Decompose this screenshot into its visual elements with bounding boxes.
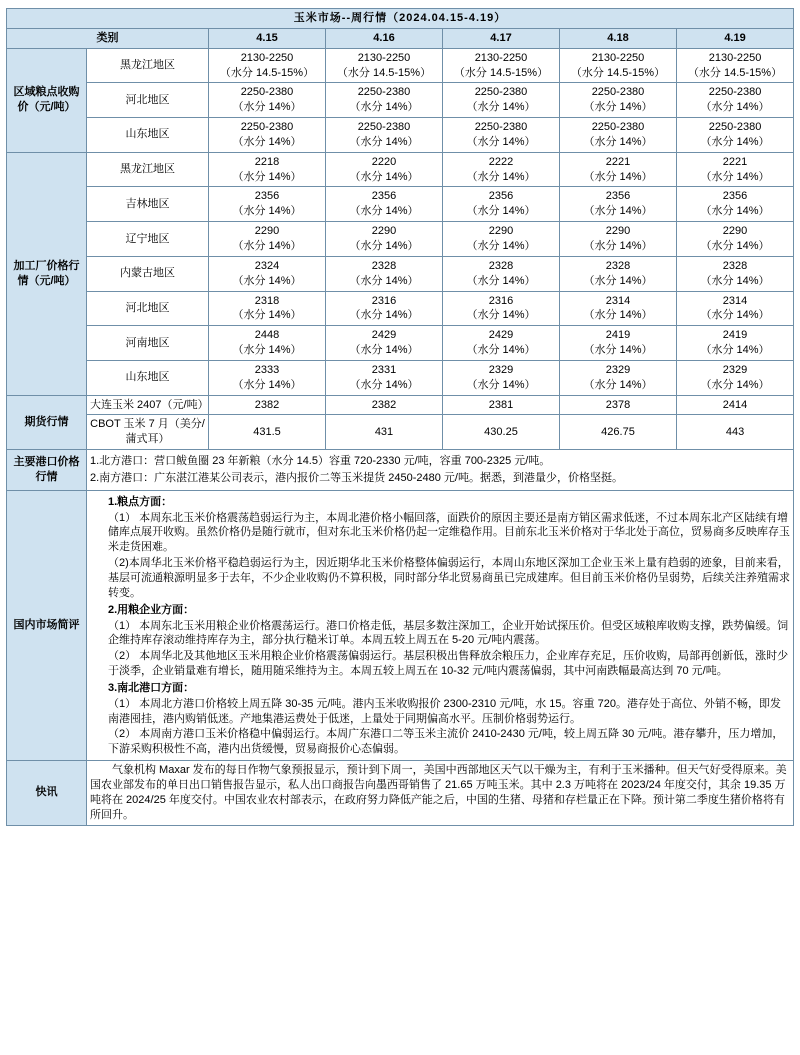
section-label-region-purchase: 区域粮点收购价（元/吨） [7, 48, 87, 152]
section-label-commentary: 国内市场简评 [7, 490, 87, 760]
cell [443, 83, 560, 118]
section-label-futures: 期货行情 [7, 395, 87, 450]
date-header-1: 4.16 [326, 28, 443, 48]
price-note: （水分 14%） [232, 274, 302, 287]
cell [677, 187, 794, 222]
price-value: 2448 [254, 329, 280, 342]
port-line-north: 1.北方港口：营口鲅鱼圈 23 年新粮（水分 14.5）容重 720-2330 元/吨，容重 700-2325 元/吨。 [90, 455, 551, 468]
price-value: 2329 [722, 363, 748, 376]
price-note: （水分 14%） [349, 170, 419, 183]
price-value: 2314 [722, 294, 748, 307]
row-label: 黑龙江地区 [87, 48, 209, 83]
cell [677, 48, 794, 83]
price-value: 2429 [371, 329, 397, 342]
cell [560, 187, 677, 222]
price-note: （水分 14%） [232, 309, 302, 322]
cell [209, 222, 326, 257]
cell: 430.25 [443, 415, 560, 450]
table-row [7, 490, 794, 760]
date-header-0: 4.15 [209, 28, 326, 48]
table-row [7, 222, 794, 257]
price-value: 2429 [488, 329, 514, 342]
price-note: （水分 14%） [583, 344, 653, 357]
cell [326, 187, 443, 222]
cell [443, 360, 560, 395]
row-label: 辽宁地区 [87, 222, 209, 257]
cell [209, 152, 326, 187]
cell [326, 118, 443, 153]
cell [326, 291, 443, 326]
price-note: （水分 14%） [583, 135, 653, 148]
price-note: （水分 14%） [583, 274, 653, 287]
cell [209, 291, 326, 326]
price-note: （水分 14%） [232, 135, 302, 148]
cell [209, 256, 326, 291]
cell [209, 83, 326, 118]
cell [560, 222, 677, 257]
price-note: （水分 14%） [466, 344, 536, 357]
price-value: 2222 [488, 155, 514, 168]
price-note: （水分 14%） [700, 274, 770, 287]
table-row [7, 450, 794, 491]
table-row [7, 256, 794, 291]
row-label: 河北地区 [87, 291, 209, 326]
price-note: （水分 14%） [700, 170, 770, 183]
price-value: 2328 [488, 259, 514, 272]
cell [677, 326, 794, 361]
price-note: （水分 14%） [232, 344, 302, 357]
price-note: （水分 14%） [700, 205, 770, 218]
price-note: （水分 14%） [232, 378, 302, 391]
cell: 2382 [209, 395, 326, 415]
price-note: （水分 14%） [466, 205, 536, 218]
cell [443, 118, 560, 153]
corn-market-weekly-table [6, 8, 794, 826]
cell: 2382 [326, 395, 443, 415]
commentary-paragraph: （1） 本周东北玉米价格震荡趋弱运行为主，本周北港价格小幅回落，面跌价的原因主要还是南方销区需求低迷，不过本周东北产区陆续有增储库点展开收购。虽然价格仍是随行就市，但对东北玉米价格仍起一定维稳作用。目前东北玉米价格对于华北处于高位，贸易商多反映库存玉米走货困难。 [108, 511, 790, 554]
row-label: CBOT 玉米 7 月（美分/蒲式耳） [87, 415, 209, 450]
price-note: （水分 14%） [349, 274, 419, 287]
cell: 431 [326, 415, 443, 450]
price-note: （水分 14%） [700, 101, 770, 114]
cell [326, 256, 443, 291]
cell [560, 48, 677, 83]
price-note: （水分 14%） [466, 135, 536, 148]
cell: 2378 [560, 395, 677, 415]
price-value: 2130-2250 [708, 51, 762, 64]
date-header-4: 4.19 [677, 28, 794, 48]
cell [209, 326, 326, 361]
price-note: （水分 14%） [466, 170, 536, 183]
price-value: 2356 [254, 190, 280, 203]
price-value: 2250-2380 [708, 86, 762, 99]
price-value: 2290 [605, 225, 631, 238]
table-row [7, 761, 794, 825]
cell [326, 222, 443, 257]
price-note: （水分 14.5-15%） [219, 66, 315, 79]
commentary-heading: 3.南北港口方面： [108, 681, 195, 694]
price-value: 2314 [605, 294, 631, 307]
price-value: 2130-2250 [357, 51, 411, 64]
table-row [7, 118, 794, 153]
cell [326, 83, 443, 118]
commentary-paragraph: （1） 本周东北玉米用粮企业价格震荡运行。港口价格走低，基层多数注深加工，企业开始试探压价。但受区域粮库收购支撑，跌势偏缓。饲企维持库存滚动维持库存为主，部分执行糙米订单。本周五较上周五在 5-20 元/吨内震荡。 [108, 619, 789, 647]
price-value: 2331 [371, 363, 397, 376]
price-note: （水分 14.5-15%） [687, 66, 783, 79]
cell [443, 291, 560, 326]
news-content [87, 761, 794, 825]
row-label: 河北地区 [87, 83, 209, 118]
cell: 426.75 [560, 415, 677, 450]
header-row [7, 28, 794, 48]
row-label: 山东地区 [87, 118, 209, 153]
cell [326, 152, 443, 187]
cell [677, 360, 794, 395]
price-value: 2250-2380 [591, 121, 645, 134]
price-value: 2290 [488, 225, 514, 238]
price-value: 2290 [254, 225, 280, 238]
price-note: （水分 14%） [583, 205, 653, 218]
cell [677, 256, 794, 291]
price-value: 2328 [371, 259, 397, 272]
cell [443, 48, 560, 83]
table-row [7, 187, 794, 222]
price-value: 2356 [722, 190, 748, 203]
price-note: （水分 14%） [583, 309, 653, 322]
cell [209, 118, 326, 153]
price-note: （水分 14%） [349, 101, 419, 114]
price-value: 2250-2380 [240, 121, 294, 134]
price-note: （水分 14%） [466, 378, 536, 391]
table-row [7, 326, 794, 361]
news-text: 气象机构 Maxar 发布的每日作物气象预报显示，预计到下周一，美国中西部地区天气以干燥为主，有利于玉米播种。但天气好受得原来。美国农业部发布的单日出口销售报告显示，私人出口商报告向墨西哥销售了 21.65 万吨玉米。其中 2.3 万吨将在 2023/24 年度交付，其余 19.35 万吨将在 2024/25 年度交付。中国农业农村部表示，在政府努力降低产能之后，中国的生猪、母猪和存栏量正在下降。预计第二季度生猪价格将有所回升。 [90, 764, 787, 821]
cell [326, 48, 443, 83]
price-value: 2329 [488, 363, 514, 376]
cell [209, 187, 326, 222]
cell [209, 48, 326, 83]
cell [677, 222, 794, 257]
date-header-3: 4.18 [560, 28, 677, 48]
cell [443, 152, 560, 187]
price-note: （水分 14%） [466, 101, 536, 114]
price-value: 2250-2380 [474, 86, 528, 99]
price-value: 2250-2380 [474, 121, 528, 134]
cell: 2381 [443, 395, 560, 415]
section-label-ports: 主要港口价格行情 [7, 450, 87, 491]
table-row [7, 48, 794, 83]
price-note: （水分 14%） [349, 344, 419, 357]
price-note: （水分 14%） [232, 239, 302, 252]
price-value: 2328 [605, 259, 631, 272]
cell [560, 360, 677, 395]
cell: 443 [677, 415, 794, 450]
price-value: 2130-2250 [591, 51, 645, 64]
cell [209, 360, 326, 395]
price-value: 2356 [488, 190, 514, 203]
cell [560, 326, 677, 361]
price-value: 2419 [722, 329, 748, 342]
cell [677, 118, 794, 153]
cell [560, 118, 677, 153]
price-note: （水分 14%） [466, 274, 536, 287]
price-note: （水分 14%） [700, 135, 770, 148]
commentary-paragraph: （1） 本周北方港口价格较上周五降 30-35 元/吨。港内玉米收购报价 2300-2310 元/吨，水 15。容重 720。港存处于高位、外销不畅，即发南港囤挂，港内购销低迷。产地集港运费处于低迷，上量处于同期偏高水平。压制价格弱势运行。 [108, 697, 781, 725]
cell: 2414 [677, 395, 794, 415]
price-note: （水分 14%） [349, 309, 419, 322]
price-note: （水分 14%） [700, 239, 770, 252]
price-note: （水分 14%） [232, 170, 302, 183]
section-label-news: 快讯 [7, 761, 87, 825]
price-value: 2316 [488, 294, 514, 307]
price-value: 2221 [605, 155, 631, 168]
price-value: 2250-2380 [357, 86, 411, 99]
price-value: 2419 [605, 329, 631, 342]
price-value: 2130-2250 [474, 51, 528, 64]
cell [443, 187, 560, 222]
cell [560, 256, 677, 291]
price-note: （水分 14%） [232, 205, 302, 218]
cell [677, 291, 794, 326]
price-note: （水分 14%） [466, 309, 536, 322]
row-label: 山东地区 [87, 360, 209, 395]
price-note: （水分 14%） [583, 170, 653, 183]
row-label: 大连玉米 2407（元/吨） [87, 395, 209, 415]
cell [326, 360, 443, 395]
row-label: 河南地区 [87, 326, 209, 361]
commentary-content [87, 490, 794, 760]
cell [677, 83, 794, 118]
page-title: 玉米市场--周行情（2024.04.15-4.19） [7, 9, 794, 29]
price-value: 2324 [254, 259, 280, 272]
table-row [7, 360, 794, 395]
cell [677, 152, 794, 187]
price-value: 2290 [722, 225, 748, 238]
price-value: 2250-2380 [357, 121, 411, 134]
table-row [7, 83, 794, 118]
price-note: （水分 14%） [232, 101, 302, 114]
price-note: （水分 14.5-15%） [570, 66, 666, 79]
price-value: 2328 [722, 259, 748, 272]
price-note: （水分 14.5-15%） [336, 66, 432, 79]
port-line-south: 2.南方港口：广东湛江港某公司表示，港内报价二等玉米提货 2450-2480 元/吨。据悉，到港量少，价格坚挺。 [90, 471, 623, 484]
row-label: 黑龙江地区 [87, 152, 209, 187]
price-value: 2250-2380 [591, 86, 645, 99]
price-note: （水分 14%） [700, 378, 770, 391]
cell [443, 326, 560, 361]
cell: 431.5 [209, 415, 326, 450]
price-value: 2250-2380 [240, 86, 294, 99]
title-row [7, 9, 794, 29]
price-value: 2356 [605, 190, 631, 203]
price-value: 2318 [254, 294, 280, 307]
price-value: 2356 [371, 190, 397, 203]
price-value: 2130-2250 [240, 51, 294, 64]
commentary-paragraph: （2)本周华北玉米价格平稳趋弱运行为主，因近期华北玉米价格整体偏弱运行，本周山东地区深加工企业玉米上量有趋弱的迹象，目前来看，基层可流通粮源明显多于去年，不少企业收购仍不算积极，同时部分华北贸易商虽已完成建库。但目前玉米价格仍呈弱势，后续关注养殖需求转变。 [108, 557, 790, 599]
price-note: （水分 14.5-15%） [453, 66, 549, 79]
row-label: 内蒙古地区 [87, 256, 209, 291]
cell [443, 256, 560, 291]
ports-content [87, 450, 794, 491]
table-row [7, 291, 794, 326]
price-note: （水分 14%） [583, 239, 653, 252]
cell [560, 83, 677, 118]
cell [560, 152, 677, 187]
cell [560, 291, 677, 326]
price-value: 2316 [371, 294, 397, 307]
commentary-heading: 1.粮点方面： [108, 495, 173, 508]
price-value: 2220 [371, 155, 397, 168]
commentary-heading: 2.用粮企业方面： [108, 603, 195, 616]
price-value: 2329 [605, 363, 631, 376]
price-note: （水分 14%） [700, 309, 770, 322]
price-value: 2290 [371, 225, 397, 238]
commentary-paragraph: （2） 本周华北及其他地区玉米用粮企业价格震荡偏弱运行。基层积极出售释放余粮压力，企业库存充足，压价收购，局部再创新低，涨时少于淡季，企业销量难有增长，随用随采维持为主。本周五较上周五在 10-32 元/吨内震荡偏弱，其中河南跌幅最高达到 70 元/吨。 [108, 650, 789, 678]
table-row [7, 395, 794, 415]
price-note: （水分 14%） [583, 378, 653, 391]
price-note: （水分 14%） [583, 101, 653, 114]
price-note: （水分 14%） [466, 239, 536, 252]
price-value: 2218 [254, 155, 280, 168]
section-label-processing-plant: 加工厂价格行情（元/吨） [7, 152, 87, 395]
price-value: 2221 [722, 155, 748, 168]
date-header-2: 4.17 [443, 28, 560, 48]
price-note: （水分 14%） [349, 239, 419, 252]
category-header: 类别 [7, 28, 209, 48]
price-value: 2333 [254, 363, 280, 376]
row-label: 吉林地区 [87, 187, 209, 222]
price-note: （水分 14%） [349, 205, 419, 218]
cell [326, 326, 443, 361]
price-value: 2250-2380 [708, 121, 762, 134]
table-row [7, 415, 794, 450]
commentary-paragraph: （2） 本周南方港口玉米价格稳中偏弱运行。本周广东港口二等玉米主流价 2410-2430 元/吨，较上周五降 30 元/吨。港存攀升，压力增加，下游采购积极性不高，港内出货缓慢，贸易商报价心态偏弱。 [108, 728, 784, 756]
price-note: （水分 14%） [349, 378, 419, 391]
cell [443, 222, 560, 257]
price-note: （水分 14%） [700, 344, 770, 357]
table-row [7, 152, 794, 187]
price-note: （水分 14%） [349, 135, 419, 148]
